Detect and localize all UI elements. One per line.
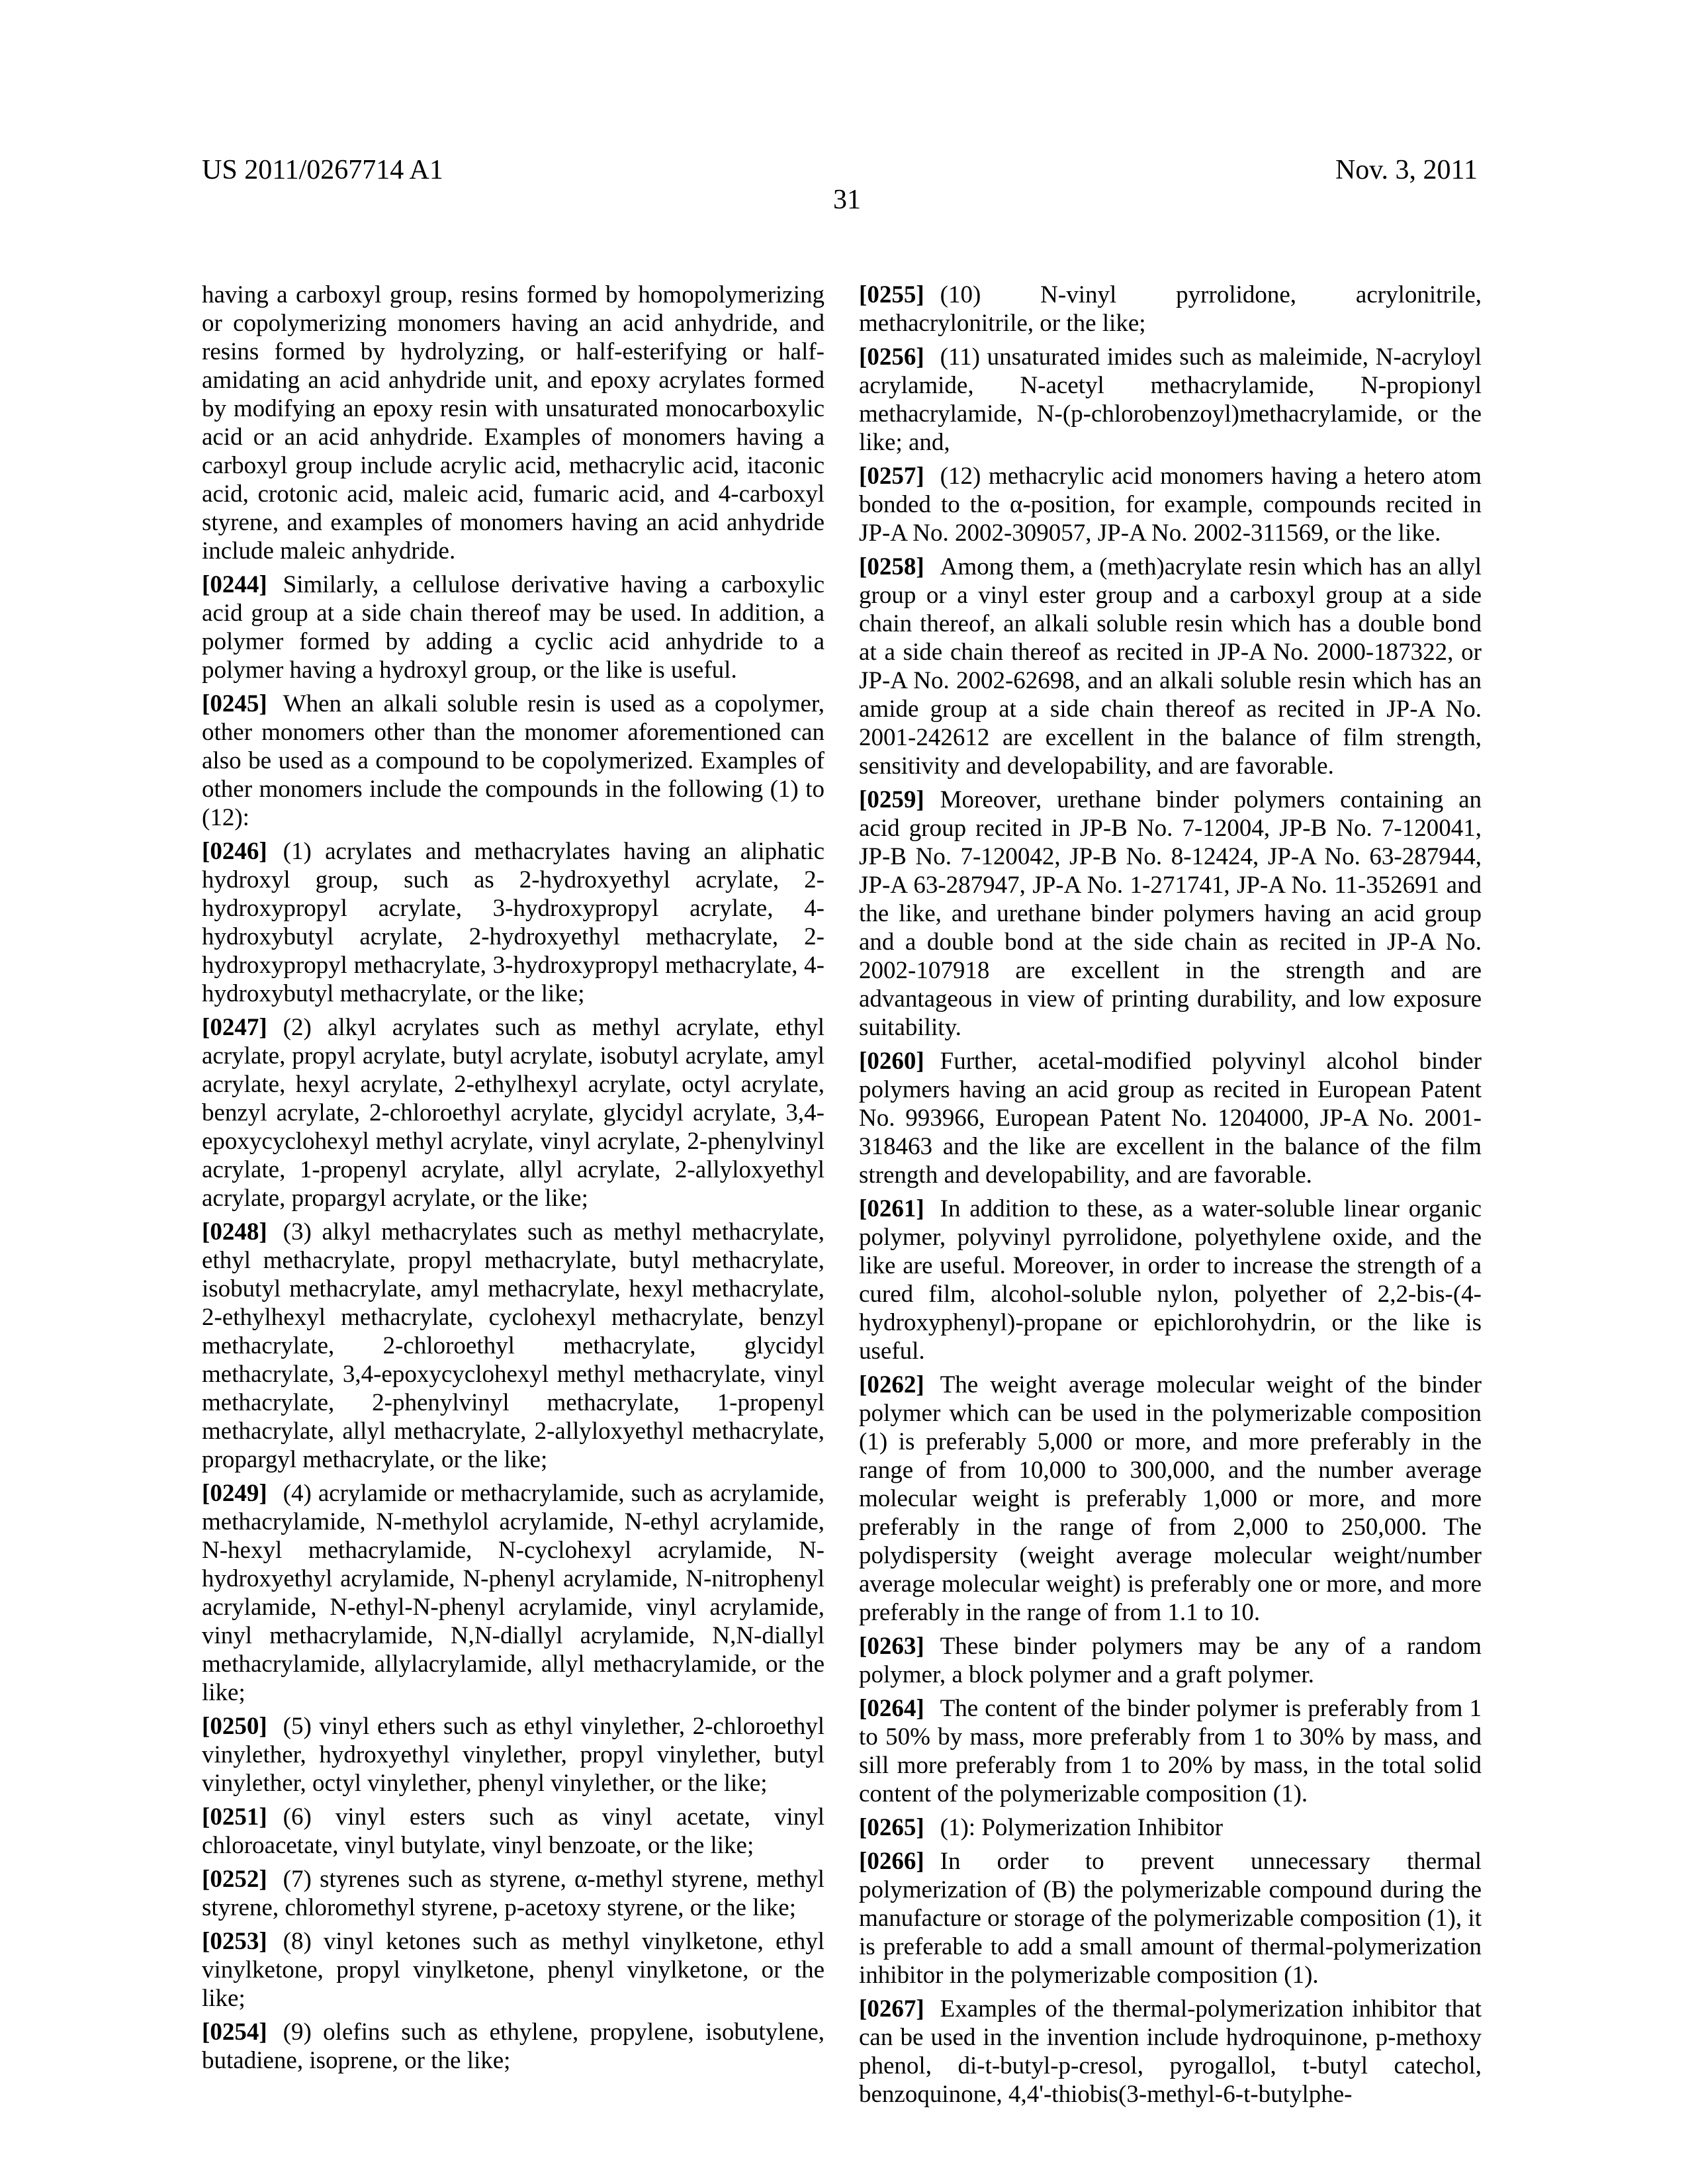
- paragraph-text: Among them, a (meth)acrylate resin which has an allyl group or a vinyl ester group and a carboxyl group at a side chain thereof, an alkali soluble resin which has a double bond at a side chain thereof as recited in JP-A No. 2000-187322, or JP-A No. 2002-62698, and an alkali soluble resin which has an amide group at a side chain thereof as recited in JP-A No. 2001-242612 are excellent in the balance of film strength, sensitivity and developability, and are favorable.: [859, 553, 1482, 780]
- paragraph-0248: [202, 1218, 825, 1474]
- paragraph-0244: [202, 570, 825, 684]
- paragraph-0250: [202, 1712, 825, 1797]
- page-number: 31: [833, 185, 861, 215]
- paragraph-text: having a carboxyl group, resins formed by homopolymerizing or copolymerizing monomers having an acid anhydride, and resins formed by hydrolyzing, or half-esterifying or half-amidating an acid anhydride unit, and epoxy acrylates formed by modifying an epoxy resin with unsaturated monocarboxylic acid or an acid anhydride. Examples of monomers having a carboxyl group include acrylic acid, methacrylic acid, itaconic acid, crotonic acid, maleic acid, fumaric acid, and 4-carboxyl styrene, and examples of monomers having an acid anhydride include maleic anhydride.: [202, 281, 825, 565]
- paragraph-text: (10) N-vinyl pyrrolidone, acrylonitrile, methacrylonitrile, or the like;: [859, 281, 1482, 337]
- paragraph-number: [0252]: [202, 1866, 267, 1893]
- patent-body: [202, 281, 1482, 2114]
- paragraph-text: Further, acetal-modified polyvinyl alcohol binder polymers having an acid group as recited in European Patent No. 993966, European Patent No. 1204000, JP-A No. 2001-318463 and the like are excellent in the balance of the film strength and developability, and are favorable.: [859, 1048, 1482, 1189]
- paragraph-number: [0251]: [202, 1803, 267, 1831]
- paragraph-text: When an alkali soluble resin is used as a copolymer, other monomers other than the monomer aforementioned can also be used as a compound to be copolymerized. Examples of other monomers include the compounds in the following (1) to (12):: [202, 690, 825, 831]
- paragraph-number: [0245]: [202, 690, 267, 717]
- paragraph-text: (3) alkyl methacrylates such as methyl methacrylate, ethyl methacrylate, propyl methacrylate, butyl methacrylate, isobutyl methacrylate, amyl methacrylate, hexyl methacrylate, 2-ethylhexyl methacrylate, cyclohexyl methacrylate, benzyl methacrylate, 2-chloroethyl methacrylate, glycidyl methacrylate, 3,4-epoxycyclohexyl methyl methacrylate, vinyl methacrylate, 2-phenylvinyl methacrylate, 1-propenyl methacrylate, allyl methacrylate, 2-allyloxyethyl methacrylate, propargyl methacrylate, or the like;: [202, 1218, 825, 1473]
- paragraph-0258: [859, 553, 1482, 780]
- paragraph-text: (2) alkyl acrylates such as methyl acrylate, ethyl acrylate, propyl acrylate, butyl acrylate, isobutyl acrylate, amyl acrylate, hexyl acrylate, 2-ethylhexyl acrylate, octyl acrylate, benzyl acrylate, 2-chloroethyl acrylate, glycidyl acrylate, 3,4-epoxycyclohexyl methyl acrylate, vinyl acrylate, 2-phenylvinyl acrylate, 1-propenyl acrylate, allyl acrylate, 2-allyloxyethyl acrylate, propargyl acrylate, or the like;: [202, 1014, 825, 1212]
- paragraph-text: (9) olefins such as ethylene, propylene, isobutylene, butadiene, isoprene, or the like;: [202, 2019, 825, 2074]
- paragraph-0251: [202, 1803, 825, 1860]
- paragraph-text: (1): Polymerization Inhibitor: [940, 1814, 1224, 1841]
- paragraph-text: (4) acrylamide or methacrylamide, such as acrylamide, methacrylamide, N-methylol acrylamide, N-ethyl acrylamide, N-hexyl methacrylamide, N-cyclohexyl acrylamide, N-hydroxyethyl acrylamide, N-phenyl acrylamide, N-nitrophenyl acrylamide, N-ethyl-N-phenyl acrylamide, vinyl acrylamide, vinyl methacrylamide, N,N-diallyl acrylamide, N,N-diallyl methacrylamide, allylacrylamide, allyl methacrylamide, or the like;: [202, 1480, 825, 1706]
- left-column: [202, 281, 825, 2114]
- paragraph-text: (12) methacrylic acid monomers having a hetero atom bonded to the α-position, for example, compounds recited in JP-A No. 2002-309057, JP-A No. 2002-311569, or the like.: [859, 463, 1482, 547]
- paragraph-text: In order to prevent unnecessary thermal polymerization of (B) the polymerizable compound during the manufacture or storage of the polymerizable composition (1), it is preferable to add a small amount of thermal-polymerization inhibitor in the polymerizable composition (1).: [859, 1848, 1482, 1989]
- paragraph-text: Moreover, urethane binder polymers containing an acid group recited in JP-B No. 7-12004, JP-B No. 7-120041, JP-B No. 7-120042, JP-B No. 8-12424, JP-A No. 63-287944, JP-A 63-287947, JP-A No. 1-271741, JP-A No. 11-352691 and the like, and urethane binder polymers having an acid group and a double bond at the side chain as recited in JP-A No. 2002-107918 are excellent in the strength and are advantageous in view of printing durability, and low exposure suitability.: [859, 786, 1482, 1041]
- paragraph-text: (5) vinyl ethers such as ethyl vinylether, 2-chloroethyl vinylether, hydroxyethyl vinylether, propyl vinylether, butyl vinylether, octyl vinylether, phenyl vinylether, or the like;: [202, 1713, 825, 1797]
- paragraph-text: (1) acrylates and methacrylates having an aliphatic hydroxyl group, such as 2-hydroxyethyl acrylate, 2-hydroxypropyl acrylate, 3-hydroxypropyl acrylate, 4-hydroxybutyl acrylate, 2-hydroxyethyl methacrylate, 2-hydroxypropyl methacrylate, 3-hydroxypropyl methacrylate, 4-hydroxybutyl methacrylate, or the like;: [202, 838, 825, 1007]
- paragraph-number: [0249]: [202, 1480, 267, 1507]
- paragraph-number: [0254]: [202, 2019, 267, 2046]
- paragraph-0245: [202, 690, 825, 832]
- paragraph-0259: [859, 786, 1482, 1042]
- paragraph-number: [0248]: [202, 1218, 267, 1246]
- right-column: [859, 281, 1482, 2114]
- paragraph-number: [0265]: [859, 1814, 924, 1841]
- paragraph-0264: [859, 1694, 1482, 1808]
- paragraph-text: The weight average molecular weight of the binder polymer which can be used in the polymerizable composition (1) is preferably 5,000 or more, and more preferably in the range of from 10,000 to 300,000, and the number average molecular weight is preferably 1,000 or more, and more preferably in the range of from 2,000 to 250,000. The polydispersity (weight average molecular weight/number average molecular weight) is preferably one or more, and more preferably in the range of from 1.1 to 10.: [859, 1371, 1482, 1626]
- publication-date: Nov. 3, 2011: [1335, 155, 1478, 185]
- paragraph-text: These binder polymers may be any of a random polymer, a block polymer and a graft polymer.: [859, 1633, 1482, 1688]
- paragraph-text: (8) vinyl ketones such as methyl vinylketone, ethyl vinylketone, propyl vinylketone, phenyl vinylketone, or the like;: [202, 1928, 825, 2012]
- paragraph-text: (11) unsaturated imides such as maleimide, N-acryloyl acrylamide, N-acetyl methacrylamide, N-propionyl methacrylamide, N-(p-chlorobenzoyl)methacrylamide, or the like; and,: [859, 343, 1482, 456]
- paragraph-text: The content of the binder polymer is preferably from 1 to 50% by mass, more preferably from 1 to 30% by mass, and sill more preferably from 1 to 20% by mass, in the total solid content of the polymerizable composition (1).: [859, 1695, 1482, 1807]
- paragraph-0255: [859, 281, 1482, 338]
- paragraph-number: [0250]: [202, 1713, 267, 1740]
- paragraph-0267: [859, 1995, 1482, 2109]
- paragraph-text: Examples of the thermal-polymerization inhibitor that can be used in the invention include hydroquinone, p-methoxy phenol, di-t-butyl-p-cresol, pyrogallol, t-butyl catechol, benzoquinone, 4,4'-thiobis(3-methyl-6-t-butylphe-: [859, 1995, 1482, 2108]
- paragraph-number: [0257]: [859, 463, 924, 490]
- paragraph-number: [0264]: [859, 1695, 924, 1722]
- paragraph-0254: [202, 2018, 825, 2075]
- paragraph-0263: [859, 1632, 1482, 1689]
- paragraph-number: [0259]: [859, 786, 924, 813]
- paragraph-number: [0258]: [859, 553, 924, 580]
- paragraph-number: [0247]: [202, 1014, 267, 1041]
- paragraph-0257: [859, 462, 1482, 547]
- paragraph-0261: [859, 1195, 1482, 1365]
- paragraph-text: In addition to these, as a water-soluble linear organic polymer, polyvinyl pyrrolidone, polyethylene oxide, and the like are useful. Moreover, in order to increase the strength of a cured film, alcohol-soluble nylon, polyether of 2,2-bis-(4-hydroxyphenyl)-propane or epichlorohydrin, or the like is useful.: [859, 1195, 1482, 1365]
- paragraph-0266: [859, 1847, 1482, 1989]
- paragraph-number: [0246]: [202, 838, 267, 865]
- paragraph-number: [0253]: [202, 1928, 267, 1955]
- paragraph-0262: [859, 1371, 1482, 1627]
- paragraph-number: [0260]: [859, 1048, 924, 1075]
- paragraph-number: [0262]: [859, 1371, 924, 1398]
- paragraph-0252: [202, 1865, 825, 1922]
- paragraph-number: [0266]: [859, 1848, 924, 1875]
- paragraph-0265: [859, 1813, 1482, 1842]
- paragraph-0247: [202, 1013, 825, 1212]
- page-header: [202, 155, 1478, 185]
- paragraph-0253: [202, 1927, 825, 2013]
- paragraph-number: [0263]: [859, 1633, 924, 1660]
- paragraph-text: (7) styrenes such as styrene, α-methyl styrene, methyl styrene, chloromethyl styrene, p-acetoxy styrene, or the like;: [202, 1866, 825, 1921]
- paragraph-number: [0244]: [202, 571, 267, 598]
- paragraph-text: Similarly, a cellulose derivative having a carboxylic acid group at a side chain thereof may be used. In addition, a polymer formed by adding a cyclic acid anhydride to a polymer having a hydroxyl group, or the like is useful.: [202, 571, 825, 684]
- paragraph-number: [0261]: [859, 1195, 924, 1222]
- paragraph-0260: [859, 1047, 1482, 1189]
- paragraph-number: [0255]: [859, 281, 924, 308]
- paragraph-number: [0256]: [859, 343, 924, 371]
- paragraph-text: (6) vinyl esters such as vinyl acetate, vinyl chloroacetate, vinyl butylate, vinyl benzoate, or the like;: [202, 1803, 825, 1859]
- paragraph-continuation: [202, 281, 825, 565]
- paragraph-0246: [202, 837, 825, 1008]
- paragraph-0249: [202, 1479, 825, 1707]
- publication-number: US 2011/0267714 A1: [202, 155, 443, 185]
- paragraph-0256: [859, 343, 1482, 457]
- paragraph-number: [0267]: [859, 1995, 924, 2023]
